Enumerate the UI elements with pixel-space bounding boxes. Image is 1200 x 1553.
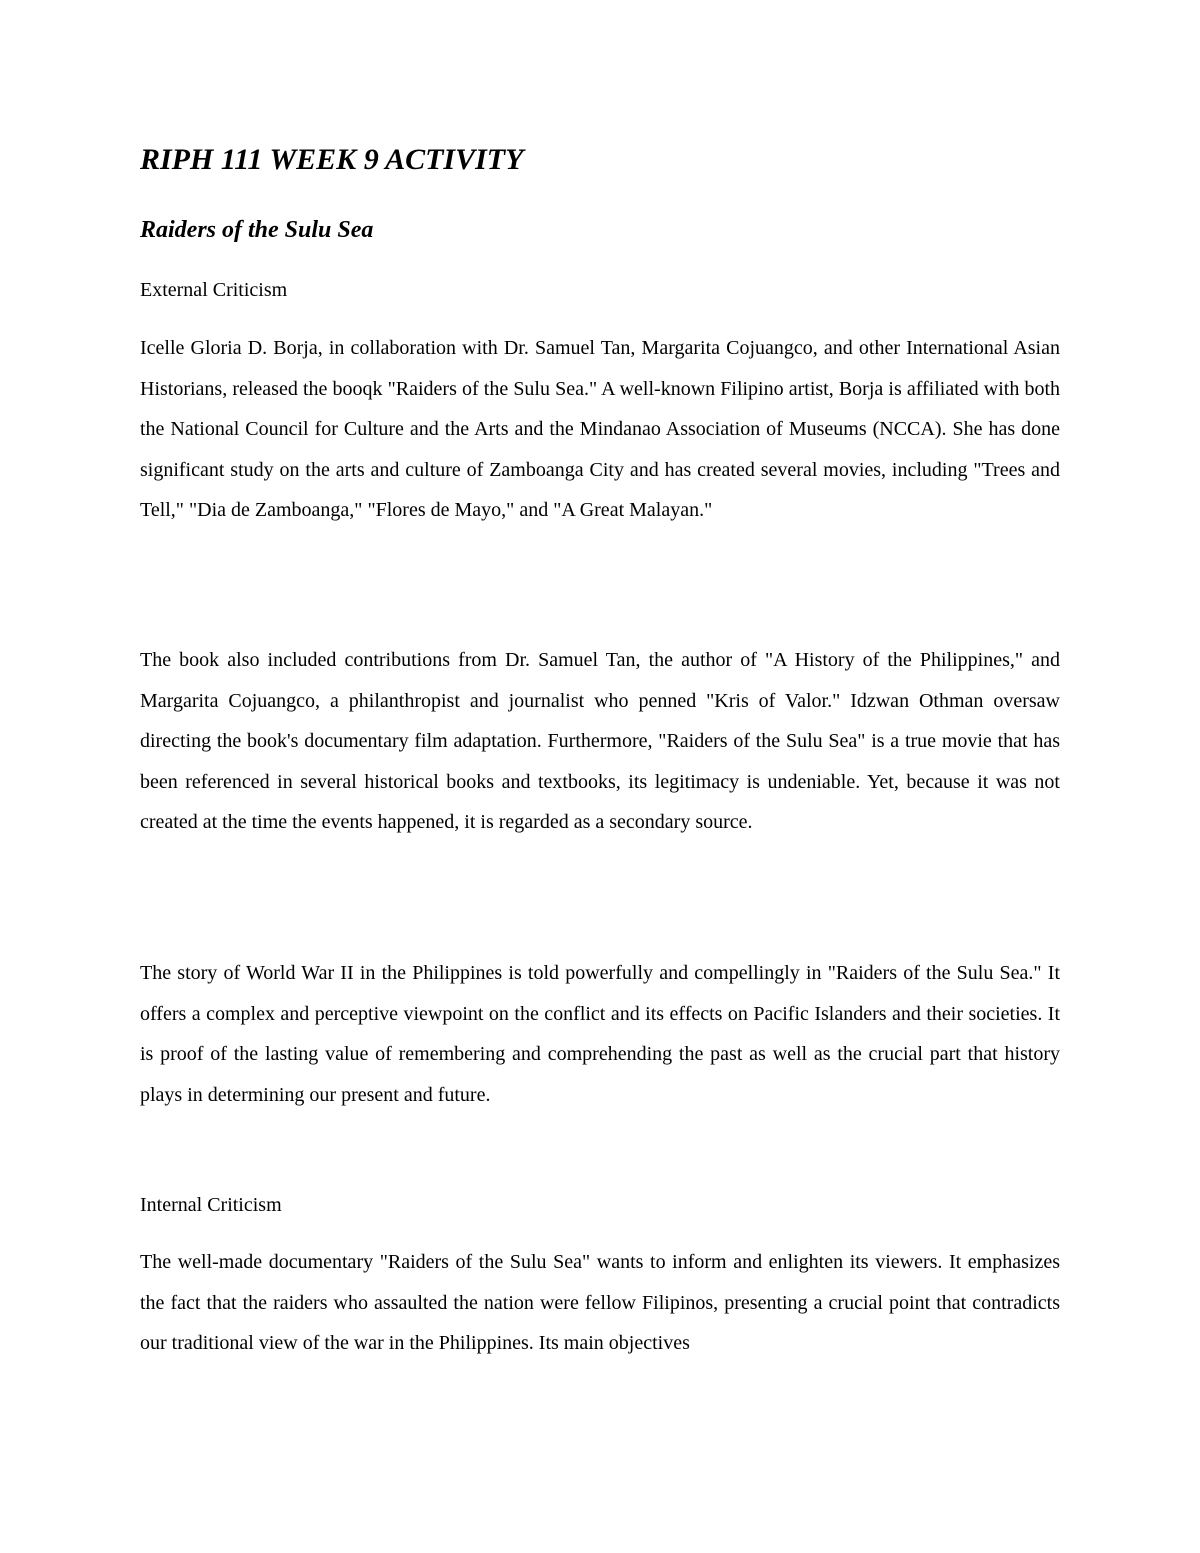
- paragraph-external-3: The story of World War II in the Philippines is told powerfully and compellingly in "Raiders of the Sulu Sea." It offers a complex and perceptive viewpoint on the conflict and its effects on Pacific Islanders and their societies. It is proof of the lasting value of remembering and comprehending the past as well as the crucial part that history plays in determining our present and future.: [140, 962, 1060, 1106]
- document-subtitle: Raiders of the Sulu Sea: [140, 217, 374, 243]
- paragraph-external-1: Icelle Gloria D. Borja, in collaboration with Dr. Samuel Tan, Margarita Cojuangco, and other International Asian Historians, released the booqk "Raiders of the Sulu Sea." A well-known Filipino artist, Borja is affiliated with both the National Council for Culture and the Arts and the Mindanao Association of Museums (NCCA). She has done significant study on the arts and culture of Zamboanga City and has created several movies, including "Trees and Tell," "Dia de Zamboanga," "Flores de Mayo," and "A Great Malayan.": [140, 337, 1060, 522]
- section-heading-external-criticism: External Criticism: [140, 279, 288, 301]
- document-title: RIPH 111 WEEK 9 ACTIVITY: [140, 143, 524, 176]
- document-body: [140, 138, 1060, 1355]
- section-heading-internal-criticism: Internal Criticism: [140, 1194, 282, 1216]
- paragraph-internal-1: The well-made documentary "Raiders of the Sulu Sea" wants to inform and enlighten its viewers. It emphasizes the fact that the raiders who assaulted the nation were fellow Filipinos, presenting a crucial point that contradicts our traditional view of the war in the Philippines. Its main objectives: [140, 1251, 1060, 1355]
- paragraph-external-2: The book also included contributions from Dr. Samuel Tan, the author of "A History of the Philippines," and Margarita Cojuangco, a philanthropist and journalist who penned "Kris of Valor." Idzwan Othman oversaw directing the book's documentary film adaptation. Furthermore, "Raiders of the Sulu Sea" is a true movie that has been referenced in several historical books and textbooks, its legitimacy is undeniable. Yet, because it was not created at the time the events happened, it is regarded as a secondary source.: [140, 649, 1060, 834]
